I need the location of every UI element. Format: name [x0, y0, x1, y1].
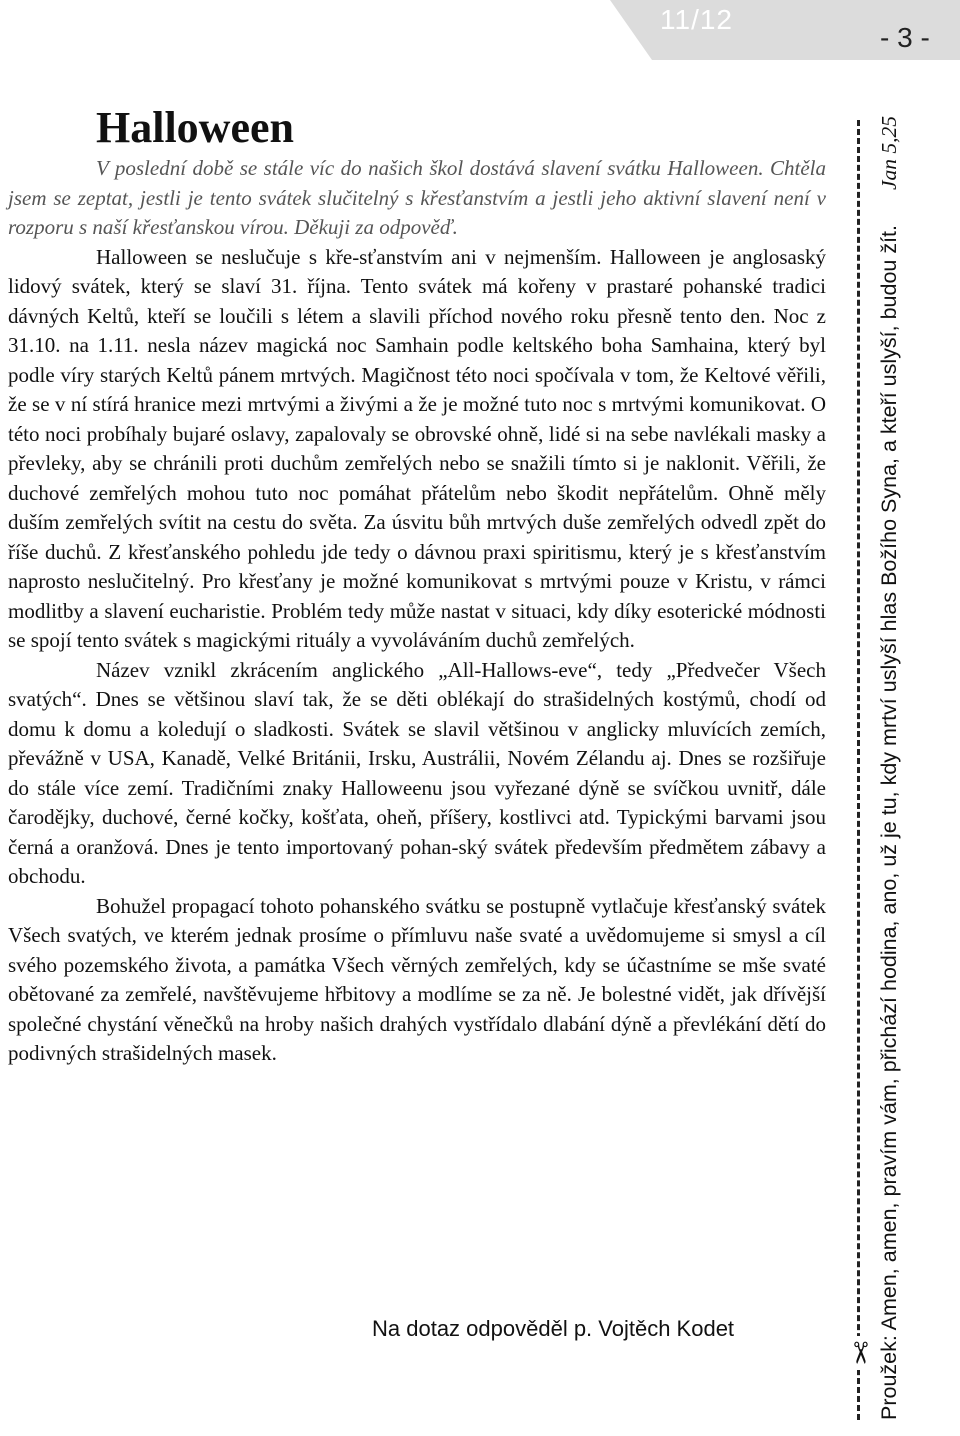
- strip-label: Proužek:: [877, 1335, 901, 1420]
- answer-paragraph-3: Bohužel propagací tohoto pohanského svátku se postupně vytlačuje křesťanský svátek Všech svatých, ve kterém jednak prosíme o přímluvu naše svaté a uvědomujeme si smysl a cíl svého pozemského života, a památka Všech věrných zemřelých, kdy se účastníme se mše svaté obětované za zemřelé, navštěvujeme hřbitovy a modlíme se za ně. Je bolestné vidět, jak dřívější společné chystání věnečků na hroby našich drahých vystřídalo dlabání dýně a převlékání dětí do podivných strašidelných masek.: [8, 893, 826, 1065]
- bible-verse-strip: [874, 110, 905, 1420]
- answer-paragraph-2: Název vznikl zkrácením anglického „All-Hallows-eve“, tedy „Předvečer Všech svatých“. Dnes se většinou slaví tak, že se děti oblékají do strašidelných kostýmů, chodí od domu k domu a koledují o sladkosti. Svátek se slavil většinou v anglicky mluvících zemích, převážně v USA, Kanadě, Velké Británii, Irsku, Austrálii, Novém Zélandu aj. Dnes se rozšiřuje do stále více zemí. Tradičními znaky Halloweenu jsou vyřezané dýně se svíčkou uvnitř, dále čarodějky, duchové, černé kočky, košťata, oheň, příšery, kostlivci atd. Typickými barvami jsou černá a oranžová. Dnes je tento importovaný pohan-ský svátek především předmětem zábavy a obchodu.: [8, 657, 826, 888]
- strip-verse-text: Amen, amen, pravím vám, přichází hodina, ano, už je tu, kdy mrtví uslyší hlas Božího Syna, a kteří uslyší, budou žít.: [877, 224, 901, 1336]
- article: [8, 102, 826, 1069]
- issue-number: 11/12: [660, 4, 733, 35]
- page-number: - 3 -: [880, 22, 930, 53]
- strip-reference: Jan 5,25: [877, 116, 901, 191]
- cut-line: [857, 120, 860, 1420]
- reader-question: V poslední době se stále víc do našich škol dostává slavení svátku Halloween. Chtěla jsem se zeptat, jestli je tento svátek slučitelný s křesťanstvím a jestli jeho aktivní slavení není v rozporu s naší křesťanskou vírou. Děkuji za odpověď.: [8, 156, 826, 239]
- author-signature: Na dotaz odpověděl p. Vojtěch Kodet: [372, 1316, 735, 1341]
- answer-paragraph-1: Halloween se neslučuje s kře-sťanstvím ani v nejmenším. Halloween je anglosaský lidový svátek, který se slaví 31. října. Tento svátek má kořeny v prastaré pohanské tradici dávných Keltů, kteří se loučili s létem a slavili příchod nového roku přesně tento den. Noc z 31.10. na 1.11. nesla název magická noc Samhain podle keltského boha Samhaina, který byl podle víry starých Keltů pánem mrtvých. Magičnost této noci spočívala v tom, že Keltové věřili, že se v ní stírá hranice mezi mrtvými a živými a že je možné tuto noc s mrtvými komunikovat. O této noci probíhaly bujaré oslavy, zapalovaly se obrovské ohně, lidé si na sebe navlékali masky a převleky, aby se chránili proti duchům zemřelých nebo se snažili tímto si je naklonit. Věřili, že duchové zemřelých mohou tuto noc pomáhat přátelům nebo škodit nepřátelům. Ohně měly duším zemřelých svítit na cestu do světa. Za úsvitu bůh mrtvých duše zemřelých odvedl zpět do říše duchů. Z křesťanského pohledu jde tedy o dávnou praxi spiritismu, který je s křesťanstvím naprosto neslučitelný. Pro křesťany je možné komunikovat s mrtvými pouze v Kristu, v rámci modlitby a slavení eucharistie. Problém tedy může nastat v situaci, kdy díky esoterické módnosti se spojí tento svátek s magickými rituály a vyvoláváním duchů zemřelých.: [8, 244, 826, 652]
- scissors-icon: ✂: [842, 1336, 876, 1370]
- article-title: Halloween: [96, 103, 294, 152]
